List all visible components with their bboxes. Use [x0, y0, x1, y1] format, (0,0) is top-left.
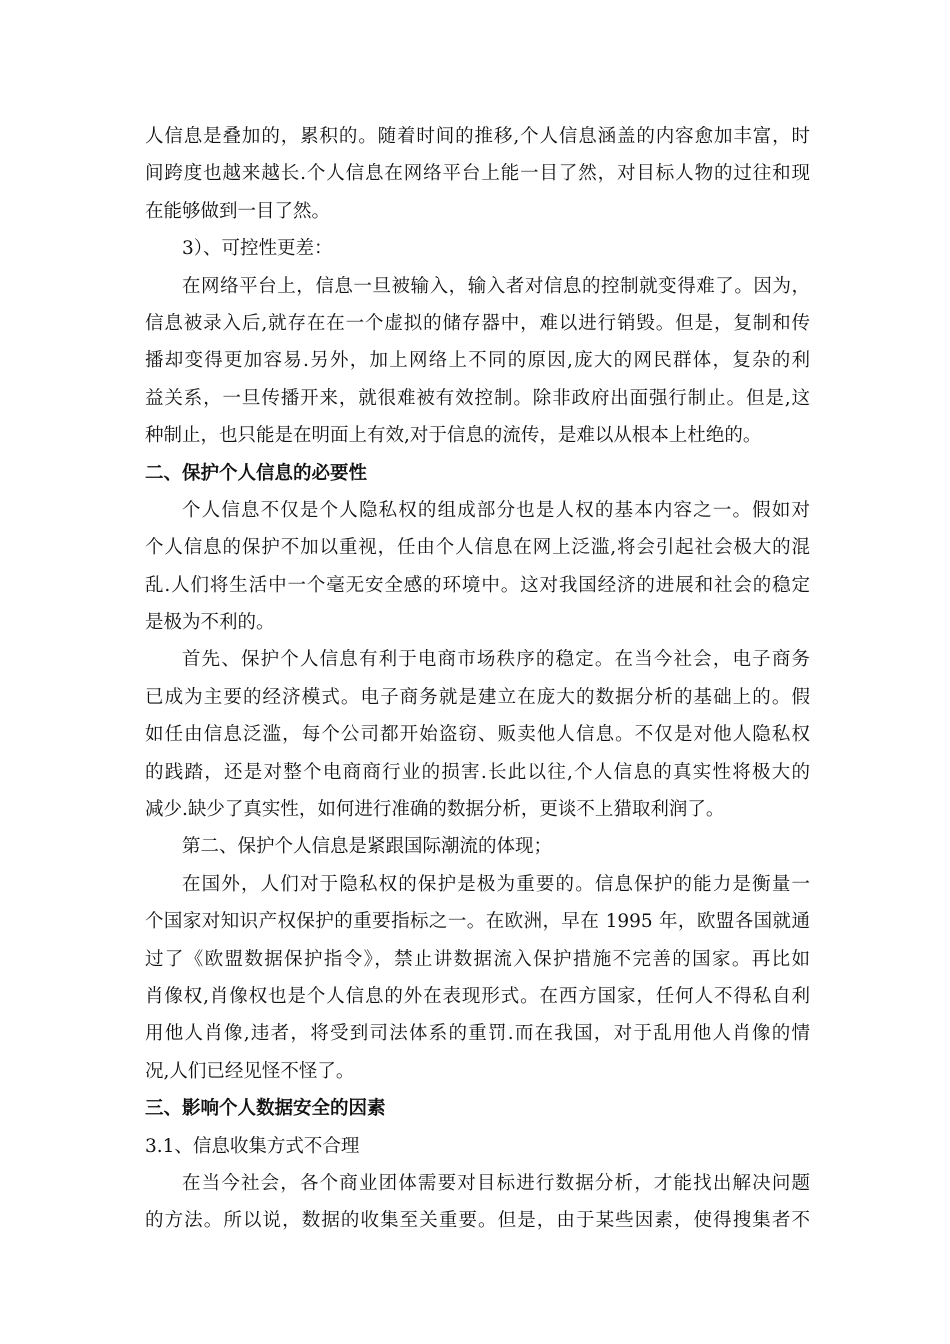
paragraph — [145, 268, 810, 455]
paragraph — [145, 866, 810, 1090]
text-line: 在能够做到一目了然。 — [145, 200, 331, 222]
section-heading: 二、保护个人信息的必要性 — [145, 462, 368, 484]
subsection-heading: 3.1、信息收集方式不合理 — [145, 1135, 360, 1157]
text-line: 肖像权,肖像权也是个人信息的外在表现形式。在西方国家，任何人不得私自利 — [145, 985, 810, 1007]
text-line: 的践踏，还是对整个电商商行业的损害.长此以往,个人信息的真实性将极大的 — [145, 761, 810, 783]
text-line: 种制止，也只能是在明面上有效,对于信息的流传，是难以从根本上杜绝的。 — [145, 425, 762, 447]
text-line: 在当今社会，各个商业团体需要对目标进行数据分析，才能找出解决问题 — [182, 1172, 810, 1194]
paragraph: 第二、保护个人信息是紧跟国际潮流的体现； — [182, 836, 553, 858]
paragraph — [145, 641, 810, 828]
paragraph — [145, 118, 810, 230]
text-line: 已成为主要的经济模式。电子商务就是建立在庞大的数据分析的基础上的。假 — [145, 686, 810, 708]
text-line: 在网络平台上，信息一旦被输入，输入者对信息的控制就变得难了。因为， — [182, 275, 810, 297]
text-line: 个人信息不仅是个人隐私权的组成部分也是人权的基本内容之一。假如对 — [182, 499, 810, 521]
paragraph — [145, 492, 810, 642]
text-line: 首先、保护个人信息有利于电商市场秩序的稳定。在当今社会，电子商务 — [182, 649, 810, 671]
document-page — [145, 118, 810, 1240]
paragraph — [145, 1165, 810, 1240]
text-line: 乱.人们将生活中一个毫无安全感的环境中。这对我国经济的进展和社会的稳定 — [145, 574, 810, 596]
text-line: 在国外，人们对于隐私权的保护是极为重要的。信息保护的能力是衡量一 — [182, 873, 810, 895]
text-line: 况,人们已经见怪不怪了。 — [145, 1060, 355, 1082]
text-line: 间跨度也越来越长.个人信息在网络平台上能一目了然，对目标人物的过往和现 — [145, 163, 810, 185]
text-line: 益关系，一旦传播开来，就很难被有效控制。除非政府出面强行制止。但是,这 — [145, 387, 810, 409]
text-line: 是极为不利的。 — [145, 612, 275, 634]
text-line: 信息被录入后,就存在在一个虚拟的储存器中，难以进行销毁。但是，复制和传 — [145, 312, 810, 334]
text-line: 个国家对知识产权保护的重要指标之一。在欧洲，早在 1995 年，欧盟各国就通 — [145, 911, 810, 933]
text-line: 用他人肖像,违者，将受到司法体系的重罚.而在我国，对于乱用他人肖像的情 — [145, 1023, 810, 1045]
text-line: 人信息是叠加的，累积的。随着时间的推移,个人信息涵盖的内容愈加丰富，时 — [145, 126, 810, 147]
section-heading: 三、影响个人数据安全的因素 — [145, 1098, 386, 1120]
list-item-label: 3）、可控性更差： — [182, 238, 333, 260]
text-line: 播却变得更加容易.另外，加上网络上不同的原因,庞大的网民群体，复杂的利 — [145, 350, 810, 372]
text-line: 减少.缺少了真实性，如何进行准确的数据分析，更谈不上猎取利润了。 — [145, 799, 725, 821]
text-line: 的方法。所以说，数据的收集至关重要。但是，由于某些因素，使得搜集者不 — [145, 1210, 810, 1232]
text-line: 个人信息的保护不加以重视，任由个人信息在网上泛滥,将会引起社会极大的混 — [145, 537, 810, 559]
text-line: 过了《欧盟数据保护指令》，禁止讲数据流入保护措施不完善的国家。再比如 — [145, 948, 810, 970]
text-line: 如任由信息泛滥，每个公司都开始盗窃、贩卖他人信息。不仅是对他人隐私权 — [145, 724, 810, 746]
